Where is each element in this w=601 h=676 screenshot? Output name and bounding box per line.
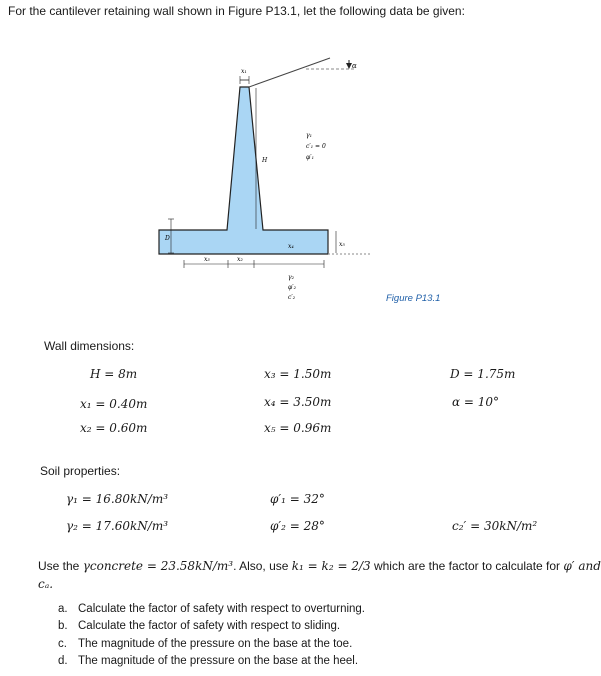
wall-x5: x₅ = 0.96m [264, 421, 332, 435]
question-item [58, 620, 340, 632]
question-letter: d. [58, 655, 68, 667]
label-H: H [262, 157, 268, 164]
label-D: D [165, 235, 170, 242]
wall-section [159, 87, 328, 254]
note-phi-and: φ′ and [563, 559, 601, 573]
label-c1: c′₁ = 0 [306, 143, 326, 150]
question-text: Calculate the factor of safety with respect to overturning. [78, 603, 366, 615]
label-phi2: φ′₂ [288, 284, 296, 291]
label-alpha: α [352, 62, 357, 70]
label-x5: x₅ [339, 241, 345, 248]
question-letter: c. [58, 638, 67, 650]
wall-x3: x₃ = 1.50m [264, 367, 332, 381]
question-text: Calculate the factor of safety with respect to sliding. [78, 620, 341, 632]
soil-phi1: φ′₁ = 32° [270, 492, 325, 506]
question-letter: a. [58, 603, 68, 615]
question-letter: b. [58, 620, 68, 632]
wall-x4: x₄ = 3.50m [264, 395, 332, 409]
wall-alpha: α = 10° [452, 395, 500, 409]
figure-caption: Figure P13.1 [386, 293, 441, 304]
label-x1: x₁ [241, 68, 247, 75]
problem-intro: For the cantilever retaining wall shown in Figure P13.1, let the following data be given: [8, 4, 465, 18]
note-post: which are the factor to calculate for [370, 559, 564, 573]
soil-gamma2: γ₂ = 17.60kN/m³ [66, 519, 169, 533]
label-c2: c′₂ [288, 294, 296, 301]
question-item [58, 638, 352, 650]
note-pre: Use the [38, 559, 83, 573]
note-k: k₁ = k₂ = 2/3 [291, 559, 371, 573]
wall-H: H = 8m [90, 367, 138, 381]
note-gamma-concrete: γconcrete = 23.58kN/m³ [82, 559, 234, 573]
label-x4: x₄ [288, 243, 294, 250]
wall-dimensions-heading: Wall dimensions: [44, 339, 135, 353]
soil-properties-heading: Soil properties: [40, 464, 121, 478]
label-x3: x₃ [204, 256, 210, 263]
wall-D: D = 1.75m [450, 367, 516, 381]
soil-phi2: φ′₂ = 28° [270, 519, 325, 533]
retaining-wall-figure [0, 50, 572, 360]
label-phi1: φ′₁ [306, 154, 314, 161]
question-text: The magnitude of the pressure on the base at the toe. [78, 638, 353, 650]
soil-c2: c₂′ = 30kN/m² [452, 519, 538, 533]
label-gamma2: γ₂ [288, 274, 294, 281]
note-ca: cₐ. [38, 577, 54, 591]
label-x2: x₂ [237, 256, 243, 263]
note-line-1 [38, 559, 601, 573]
wall-x2: x₂ = 0.60m [80, 421, 148, 435]
question-item [58, 603, 365, 615]
wall-x1: x₁ = 0.40m [80, 397, 148, 411]
question-text: The magnitude of the pressure on the base at the heel. [78, 655, 359, 667]
backfill-slope-line [249, 58, 330, 87]
question-item [58, 655, 358, 667]
soil-gamma1: γ₁ = 16.80kN/m³ [66, 492, 169, 506]
note-mid: . Also, use [233, 559, 292, 573]
label-gamma1: γ₁ [306, 132, 312, 139]
